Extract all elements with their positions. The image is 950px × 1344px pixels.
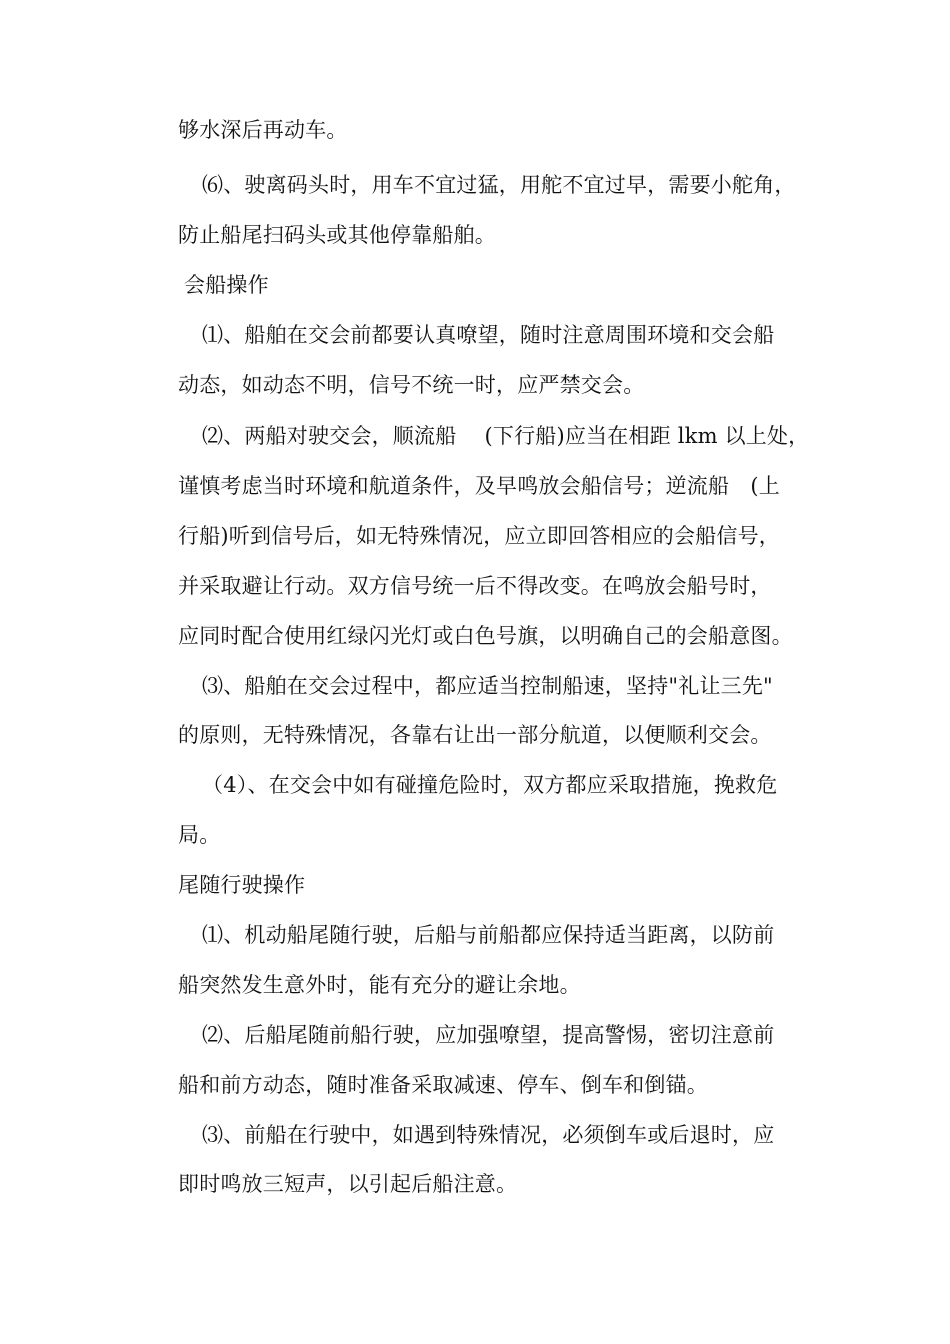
text-line: ⑵、后船尾随前船行驶，应加强嘹望，提高警惕，密切注意前 (202, 1023, 775, 1047)
text-line: 动态，如动态不明，信号不统一时，应严禁交会。 (178, 373, 645, 397)
text-line: 防止船尾扫码头或其他停靠船舶。 (178, 223, 496, 247)
text-line: （4）、在交会中如有碰撞危险时，双方都应采取措施，挽救危 (202, 773, 778, 797)
text-line: ⑶、船舶在交会过程中，都应适当控制船速，坚持"礼让三先" (202, 674, 773, 698)
text-line: 谨慎考虑当时环境和航道条件，及早鸣放会船信号；逆流船 (上 (178, 474, 780, 498)
text-line: 并采取避让行动。双方信号统一后不得改变。在鸣放会船号时， (178, 574, 772, 598)
text-line: 的原则，无特殊情况，各靠右让出一部分航道，以便顺利交会。 (178, 723, 772, 747)
text-line: 即时鸣放三短声，以引起后船注意。 (178, 1172, 518, 1196)
text-line: 够水深后再动车。 (178, 118, 348, 142)
section-heading: 会船操作 (184, 273, 269, 297)
text-line: 船和前方动态，随时准备采取减速、停车、倒车和倒锚。 (178, 1073, 708, 1097)
section-heading: 尾随行驶操作 (178, 873, 306, 897)
text-line: ⑵、两船对驶交会，顺流船 (下行船)应当在相距 lkm 以上处， (202, 424, 810, 448)
text-line: 应同时配合使用红绿闪光灯或白色号旗，以明确自己的会船意图。 (178, 624, 793, 648)
text-line: ⑴、船舶在交会前都要认真嘹望，随时注意周围环境和交会船 (202, 323, 775, 347)
text-line: ⑶、前船在行驶中，如遇到特殊情况，必须倒车或后退时，应 (202, 1123, 775, 1147)
text-line: ⑹、驶离码头时，用车不宜过猛，用舵不宜过早，需要小舵角， (202, 173, 796, 197)
text-line: 行船)听到信号后，如无特殊情况，应立即回答相应的会船信号， (178, 524, 780, 548)
text-line: 船突然发生意外时，能有充分的避让余地。 (178, 973, 581, 997)
text-line: 局。 (178, 823, 221, 847)
text-line: ⑴、机动船尾随行驶，后船与前船都应保持适当距离，以防前 (202, 923, 775, 947)
